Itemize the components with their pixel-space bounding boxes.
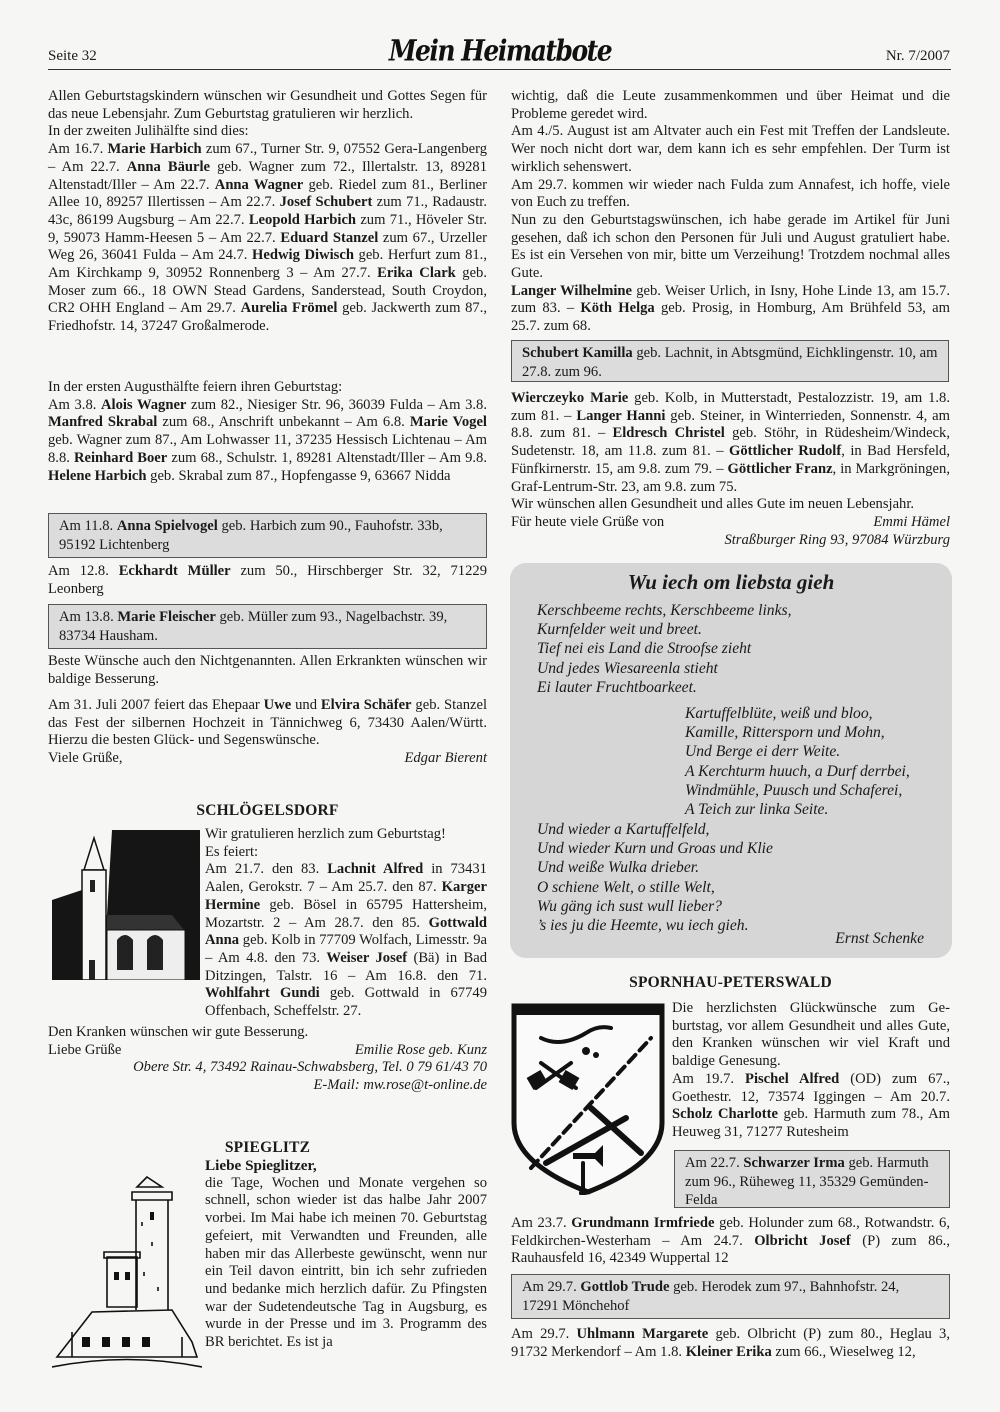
greeting: Für heute viele Grüße von <box>511 513 665 530</box>
text-run: geb. Lachnit, in Abtsgmünd, Eichklingenstr. 10, am 27.8. zum 96. <box>522 345 938 380</box>
text-run: geb. Holunder zum 68., Rotwandstr. 6, Feldkirchen-Westerham – Am 24.7. <box>511 1215 950 1249</box>
intro-text: Allen Geburtstagskindern wünschen wir Gesundheit und Gottes Segen für das neue Lebensjahr. Zum Geburtstag gratulieren wir herzlich. <box>48 88 487 122</box>
sick-wishes: Den Kranken wünschen wir gute Besserung. <box>48 1024 309 1040</box>
greeting: Viele Grüße, <box>48 750 123 767</box>
poem-line: A Kerchturm huuch, a Durf derrbei, <box>685 762 910 780</box>
text-run: geb. Herodek zum 97., Bahnhofstr. 24, 17291 Mönchehof <box>522 1279 900 1314</box>
july-birthdays <box>48 88 487 336</box>
person-name: Eduard Stanzel <box>280 229 379 246</box>
spornhau-list-3 <box>511 1326 950 1361</box>
poem-line: Kamille, Rittersporn und Mohn, <box>685 724 885 742</box>
poem-title: Wu iech om liebsta gieh <box>627 570 835 594</box>
spornhau-list <box>672 1071 950 1142</box>
header-rule <box>48 69 951 70</box>
july-heading: In der zweiten Julihälfte sind dies: <box>48 123 249 140</box>
person-name: Grundmann Irmfriede <box>571 1215 715 1231</box>
august-birthdays <box>48 379 487 485</box>
text-run: geb. Skrabal zum 87., Hopfengasse 9, 63667 Nidda <box>146 467 451 484</box>
right-article <box>511 88 950 336</box>
text-run: geb. Wagner zum 87., Am Lohwasser 11, 37235 Hessisch Lichtenau – Am 8.8. <box>48 432 487 466</box>
coat-of-arms-icon <box>511 1003 665 1195</box>
person-name: Göttlicher Franz <box>727 460 833 477</box>
text-run: zum 82., Niesiger Str. 96, 36039 Fulda – Am 3.8. <box>186 396 487 413</box>
person-name: Anna Spielvogel <box>116 518 218 534</box>
person-name: Aurelia Frömel <box>240 300 338 317</box>
person-name: Erika Clark <box>377 265 456 282</box>
text-run: , in Markgröningen, Graf-Lentrum-Str. 23, am 9.8. zum 75. <box>511 460 950 495</box>
spieglitz-text <box>205 1157 487 1352</box>
right-article-cont <box>511 390 950 549</box>
person-name: Weiser Josef <box>326 949 408 966</box>
text-run: Am 31. Juli 2007 feiert das Ehepaar <box>48 697 264 713</box>
person-name: Göttlicher Rudolf <box>729 443 842 460</box>
highlight-box-schubert <box>511 340 949 382</box>
masthead-logo: Mein Heimatbote <box>388 33 612 68</box>
text-run: in 73431 Aalen, Gerokstr. 7 – Am 25.7. den 87. <box>205 861 487 896</box>
text-run: Am 19.7. <box>672 1070 746 1087</box>
text-run: zum 68., Schulstr. 1, 89281 Altenstadt/Iller – Am 9.8. <box>167 449 487 466</box>
text-run: Am 16.7. <box>48 141 108 158</box>
text-run: Am 22.7. <box>685 1155 744 1171</box>
wishes-text: Beste Wünsche auch den Nichtgenannten. Allen Erkrankten wünschen wir baldige Besserung. <box>48 653 487 687</box>
person-name: Schubert Kamilla <box>522 345 633 361</box>
poem-line: Ei lauter Fruchtboarkeet. <box>537 678 697 696</box>
paragraph: Wir wünschen allen Gesundheit und alles Gute im neuen Lebensjahr. <box>511 496 915 513</box>
text-run: geb. Stöhr, in Rüdesheim/​Windeck, Sudetenstr. 18, am 11.8. zum 81. – <box>511 425 951 460</box>
person-name: Uwe <box>263 697 292 713</box>
text-run: zum 68., Anschrift unbekannt – Am 6.8. <box>157 414 410 431</box>
person-name: Leopold Harbich <box>248 211 357 228</box>
poem-line: Und wieder Kurn und Groas und Klie <box>537 840 773 858</box>
person-name: Wohlfahrt Gundi <box>205 985 320 1002</box>
text-run: , in Bad Hersfeld, Fünfkirnerstr. 15, am 9.8. zum 79. – <box>511 443 950 477</box>
person-name: Pischel Alfred <box>745 1070 840 1087</box>
anniversary-text <box>48 697 487 750</box>
text-run: geb. Jackwerth zum 87., Friedhofstr. 14, 37247 Großalmerode. <box>48 300 487 335</box>
person-name: Marie Vogel <box>409 414 487 431</box>
text-run: geb. Wagner zum 72., Illertalstr. 13, 89281 Altenstadt/Iller – Am 22.7. <box>48 158 488 193</box>
author-address: Straßburger Ring 93, 97084 Würzburg <box>724 531 950 548</box>
august-list <box>48 397 487 486</box>
tower-illustration <box>52 1172 202 1372</box>
text-run: Am 3.8. <box>48 396 101 413</box>
person-name: Köth Helga <box>580 300 655 317</box>
person-name: Olbricht Josef <box>754 1232 851 1249</box>
text-run: (OD) zum 67., Goethestr. 12, 73574 Iggingen – Am 20.7. <box>672 1070 950 1105</box>
poem-line: Kartuffelblüte, weiß und bloo, <box>685 705 873 722</box>
person-name: Gottwald Anna <box>205 914 487 949</box>
schloegelsdorf-list <box>205 861 487 1020</box>
greeting: Liebe Grüße <box>48 1041 122 1058</box>
text-run: geb. Harbich zum 90., Fauhofstr. 33b, 95192 Lichtenberg <box>59 518 443 553</box>
text-run: Am 12.8. <box>48 563 119 579</box>
congrats-line: Wir gratulieren herzlich zum Geburtstag! <box>205 826 446 842</box>
person-name: Langer Wilhelmine <box>511 282 632 299</box>
person-name: Eckhardt Müller <box>118 563 231 579</box>
poem-box <box>510 563 952 958</box>
spornhau-text <box>672 1000 950 1142</box>
text-run: geb. Bösel in 65795 Hattersheim, Mozartstr. 2 – Am 28.7. den 85. <box>205 896 487 931</box>
text-run: Am 11.8. <box>59 518 117 534</box>
poem-line: Tief nei eis Land die Stroofse zieht <box>537 640 752 658</box>
text-run: geb. Gottwald in 67749 Offenbach, Scheffelstr. 27. <box>205 985 487 1020</box>
text-run: geb. Moser zum 66., 18 OWN Stead Gardens, Sanderstead, South Croydon, CR2 OHH England – Am 29.7. <box>48 265 487 317</box>
poem-line: Kurnfelder weit und breet. <box>537 621 702 639</box>
poem-line: Und jedes Wiesareenla stieht <box>537 659 718 677</box>
poem-line: Wu gäng ich sust wull lieber? <box>537 897 722 915</box>
text-run: geb. Herfurt zum 81., Am Kirchkamp 9, 30952 Ronnenberg 3 – Am 27.7. <box>48 247 487 282</box>
person-name: Reinhard Boer <box>73 449 168 466</box>
schloegelsdorf-closing <box>48 1024 487 1095</box>
text-run: zum 71., Höveler Str. 9, 59073 Hamm-Heesen 5 – Am 22.7. <box>48 211 487 246</box>
section-heading-spieglitz: SPIEGLITZ <box>224 1139 311 1156</box>
birthday-list <box>511 283 950 336</box>
text-run: geb. Müller zum 93., Nagelbachstr. 39, 83734 Hausham. <box>59 609 448 644</box>
issue-number: Nr. 7/2007 <box>885 48 950 64</box>
highlight-box-gottlob <box>511 1274 950 1319</box>
text-run: geb. Olbricht (P) zum 80., Heglau 3, 91732 Merkendorf – Am 1.8. <box>511 1326 951 1360</box>
august-heading: In der ersten Augusthälfte feiern ihren Geburtstag: <box>48 379 343 395</box>
text-run: zum 67., Urzeller Weg 26, 36041 Fulda – Am 24.7. <box>48 229 487 264</box>
spornhau-intro: Die herzlichsten Glückwünsche zum Geburtstag, vor allem Gesundheit und alles Gute, den Kranken wünschen wir viel Kraft und baldige Genesung. <box>672 1000 950 1070</box>
poem-stanza-3 <box>537 820 773 935</box>
signature-line <box>511 514 950 532</box>
text-run: Am 29.7. <box>522 1279 581 1295</box>
person-name: Josef Schubert <box>279 194 373 211</box>
poem-line: Kerschbeeme rechts, Kerschbeeme links, <box>537 602 792 619</box>
text-run: Am 29.7. <box>511 1326 577 1342</box>
person-name: Eldresch Christel <box>612 425 725 442</box>
person-name: Langer Hanni <box>576 407 666 424</box>
text-run: geb. Riedel zum 81., Berliner Allee 10, 89257 Illertissen – Am 22.7. <box>48 176 487 211</box>
poem-line: Und weiße Wulka drieber. <box>537 859 699 877</box>
text-run: zum 71., Radaustr. 43c, 86199 Augsburg – Am 22.7. <box>48 194 487 228</box>
text-run: zum 67., Turner Str. 9, 07552 Gera-Langenberg – Am 22.7. <box>48 141 488 175</box>
person-name: Anna Wagner <box>214 176 304 193</box>
person-name: Manfred Skrabal <box>48 414 158 431</box>
author-name: Emilie Rose geb. Kunz <box>354 1041 487 1058</box>
july-list <box>48 141 487 336</box>
person-name: Lachnit Alfred <box>327 861 424 878</box>
section-heading-spornhau: SPORNHAU-PETERSWALD <box>629 974 832 991</box>
person-name: Alois Wagner <box>100 396 187 413</box>
poem-line: A Teich zur linka Seite. <box>685 801 829 819</box>
person-name: Marie Harbich <box>107 141 202 158</box>
text-run: geb. Stanzel das Fest der silbernen Hochzeit in Tännichweg 6, 73430 Aalen/Württ. Hierzu die besten Glück- und Segenswünsche. <box>48 697 487 749</box>
person-name: Kleiner Erika <box>685 1343 772 1360</box>
paragraph: Am 29.7. kommen wir wieder nach Fulda zum Annafest, ich hoffe, viele von Euch zu treffen. <box>511 176 950 211</box>
section-heading-schloegelsdorf: SCHLÖGELSDORF <box>196 802 339 819</box>
birthday-list <box>511 390 950 496</box>
signature-line <box>48 750 487 768</box>
author-address: Obere Str. 4, 73492 Rainau-Schwabsberg, Tel. 0 79 61/43 70 <box>133 1059 487 1076</box>
church-illustration <box>52 830 200 980</box>
entry-mueller <box>48 563 487 598</box>
person-name: Wierczeyko Marie <box>511 390 629 406</box>
poem-line: ’s ies ju die Heemte, wu iech gieh. <box>537 917 749 935</box>
text-run: (Bä) in Bad Ditzingen, Talstr. 16 – Am 16.8. den 71. <box>205 949 487 984</box>
person-name: Anna Bäurle <box>126 158 211 175</box>
author-name: Emmi Hämel <box>873 513 950 530</box>
paragraph: Am 4./5. August ist am Altvater auch ein Fest mit Treffen der Landsleute. Wer noch nicht dort war, dem kann ich es sehr empfehlen. Der Turm ist wirklich sehenswert. <box>511 123 950 175</box>
text-run: geb. Steiner, in Winterrieden, Sonnenstr. 4, am 8.8. zum 81. – <box>511 407 950 442</box>
person-name: Schwarzer Irma <box>743 1155 845 1171</box>
text-run: geb. Kolb in 77709 Wolfach, Limesstr. 9a – Am 4.8. den 73. <box>205 932 487 966</box>
person-name: Scholz Charlotte <box>672 1106 778 1123</box>
person-name: Elvira Schäfer <box>320 697 412 713</box>
text-run: Am 23.7. <box>511 1215 572 1231</box>
text-run: geb. Harmuth zum 96., Rüheweg 11, 35329 Gemünden-Felda <box>685 1155 929 1208</box>
text-run: Am 13.8. <box>59 609 118 625</box>
poem-line: Und Berge ei derr Weite. <box>685 743 841 761</box>
text-run: geb. Prosig, in Homburg, Am Brühfeld 53, am 25.7. zum 68. <box>511 300 950 335</box>
celebrates-line: Es feiert: <box>205 843 259 860</box>
page-number: Seite 32 <box>48 48 97 64</box>
spieglitz-body: die Tage, Wochen und Monate vergehen so schnell, schon wieder ist das halbe Jahr 2007 vorbei. Im Mai habe ich meinen 70. Geburtstag gefeiert, mit Verwandten und Freunden, alle haben mir das Allerbeste gewünscht, wenn nur ein Teil davon eintritt, bin ich sehr zufrieden und bedanke mich herzlich dafür. Zu Pfingsten war der Sudetendeutsche Tag in Augsburg, es wurde in der Presse und im 3. Programm des BR berichtet. Es ist ja <box>205 1174 487 1351</box>
poem-line: Und wieder a Kartuffelfeld, <box>537 821 710 838</box>
author-name: Edgar Bierent <box>404 750 487 767</box>
poem-author: Ernst Schenke <box>835 930 924 947</box>
anniversary-block <box>48 697 487 768</box>
author-email: E-Mail: mw.rose@t-online.de <box>313 1077 487 1094</box>
text-run: Am 21.7. den 83. <box>205 861 328 878</box>
text-run: geb. Weiser Urlich, in Isny, Hohe Linde 13, am 15.7. zum 83. – <box>511 282 950 317</box>
salutation: Liebe Spieglitzer, <box>205 1157 317 1174</box>
schloegelsdorf-text <box>205 826 487 1021</box>
poem-line: O schiene Welt, o stille Welt, <box>537 878 715 896</box>
signature-line <box>48 1042 487 1060</box>
poem-line: Windmühle, Puusch und Schaferei, <box>685 781 903 799</box>
paragraph: wichtig, daß die Leute zusammenkommen und über Heimat und die Probleme geredet wird. <box>511 88 950 122</box>
highlight-box-spielvogel <box>48 513 487 558</box>
person-name: Gottlob Trude <box>580 1279 670 1295</box>
text-run: geb. Harmuth zum 78., Am Heuweg 31, 71277 Rutesheim <box>672 1106 950 1140</box>
highlight-box-fleischer <box>48 604 487 649</box>
highlight-box-schwarzer <box>674 1150 950 1208</box>
person-name: Helene Harbich <box>48 467 147 484</box>
spornhau-list-2 <box>511 1215 950 1268</box>
text-run: (P) zum 86., Rauhausfeld 16, 42349 Wuppertal 12 <box>511 1232 950 1267</box>
text-run: und <box>291 697 321 713</box>
person-name: Uhlmann Margarete <box>576 1326 709 1342</box>
text-run: zum 66., Wieselweg 12, <box>771 1343 916 1360</box>
person-name: Karger Hermine <box>205 879 487 913</box>
poem-stanza-2 <box>685 704 910 819</box>
text-run: geb. Kolb, in Mutterstadt, Pestalozzistr. 19, am 1.8. zum 81. – <box>511 390 951 424</box>
text-run: zum 50., Hirschberger Str. 32, 71229 Leonberg <box>48 563 487 597</box>
person-name: Hedwig Diwisch <box>252 247 354 264</box>
paragraph: Nun zu den Geburtstagswünschen, ich habe gerade im Artikel für Juni gesehen, daß ich schon den Personen für Juli und August gratuliert habe. Es ist ein Versehen von mir, bitte um Verzeihung! Trotzdem nochmal alles Gute. <box>511 211 950 282</box>
poem-stanza-1 <box>537 601 791 697</box>
person-name: Marie Fleischer <box>117 609 216 625</box>
